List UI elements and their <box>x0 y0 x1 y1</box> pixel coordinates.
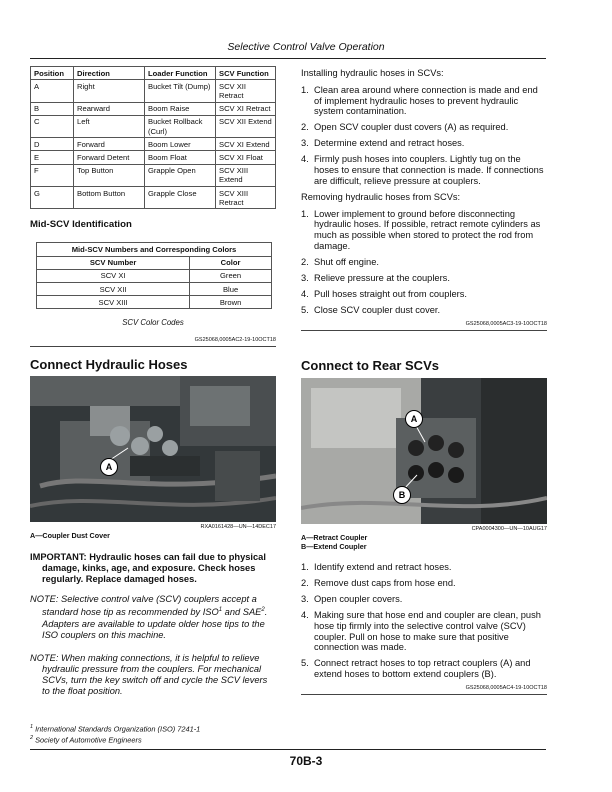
table-cell: SCV XII Extend <box>216 115 276 137</box>
step-number: 5. <box>301 304 309 315</box>
position-table-body <box>31 80 276 209</box>
list-item <box>301 257 547 268</box>
table-row <box>31 164 276 186</box>
right-column <box>301 66 547 695</box>
table-row <box>31 115 276 137</box>
callout-a: A <box>405 410 423 428</box>
note-text: and SAE <box>222 607 262 618</box>
removing-intro: Removing hydraulic hoses from SCVs: <box>301 191 461 202</box>
note-relieve-pressure: NOTE: When making connections, it is helpful to relieve hydraulic pressure from the couplers. For mechanical SCVs, turn the key switch off and cycle the SCV levers to the float position. <box>30 652 268 696</box>
page-number: 70B-3 <box>289 754 323 768</box>
photo-legend-a: A—Retract Coupler <box>301 533 368 542</box>
important-notice: IMPORTANT: Hydraulic hoses can fail due to physical damage, kinks, age, and exposure. Check hoses regularly. Replace damaged hoses. <box>30 552 266 584</box>
list-item <box>301 578 547 589</box>
section-code: GS25068,0005AC2-19-10OCT18 <box>194 337 276 344</box>
step-text: Pull hoses straight out from couplers. <box>314 288 467 299</box>
step-text: Open SCV coupler dust covers (A) as required. <box>314 122 509 133</box>
note-text: NOTE: Selective control valve (SCV) couplers accept a standard hose tip as recommended by ISO <box>30 594 257 618</box>
note-iso-couplers <box>30 594 276 640</box>
footnote-mark: 2 <box>30 735 34 742</box>
step-number: 1. <box>301 208 309 219</box>
footnote-ref: 1 <box>218 607 223 614</box>
table-row <box>37 283 272 296</box>
list-item <box>301 610 547 652</box>
list-item <box>301 122 547 133</box>
col-header: SCV Function <box>216 67 276 80</box>
step-number: 4. <box>301 154 309 165</box>
table-cell: Brown <box>190 296 272 309</box>
left-column <box>30 66 276 709</box>
step-text: Close SCV coupler dust cover. <box>314 304 441 315</box>
table-cell: SCV XI Retract <box>216 102 276 115</box>
scv-table-body <box>37 269 272 309</box>
step-text: Open coupler covers. <box>314 594 403 605</box>
step-number: 5. <box>301 658 309 669</box>
table-cell: Bottom Button <box>74 187 145 209</box>
col-header: Direction <box>74 67 145 80</box>
list-item <box>301 138 547 149</box>
step-number: 2. <box>301 578 309 589</box>
photo-legend-b: B—Extend Coupler <box>301 541 367 551</box>
step-number: 3. <box>301 272 309 283</box>
footnote-mark: 1 <box>30 724 34 730</box>
step-number: 1. <box>301 562 309 573</box>
table-row <box>31 80 276 102</box>
rear-scv-photo <box>301 378 547 524</box>
table-cell: SCV XIII Extend <box>216 164 276 186</box>
table-cell: Blue <box>190 283 272 296</box>
table-row <box>31 151 276 164</box>
table-cell: Grapple Open <box>145 164 216 186</box>
table-cell: D <box>31 138 74 151</box>
table-cell: C <box>31 115 74 137</box>
scv-color-table <box>36 242 272 309</box>
section-rule <box>30 346 276 347</box>
table-cell: B <box>31 102 74 115</box>
step-text: Remove dust caps from hose end. <box>314 578 456 589</box>
table-cell: Top Button <box>74 164 145 186</box>
table-cell: Bucket Rollback (Curl) <box>145 115 216 137</box>
table-cell: Left <box>74 115 145 137</box>
table-cell: Forward Detent <box>74 151 145 164</box>
table-cell: Rearward <box>74 102 145 115</box>
table-row <box>31 138 276 151</box>
callout-b: B <box>393 486 411 504</box>
table-cell: Grapple Close <box>145 187 216 209</box>
col-header: Loader Function <box>145 67 216 80</box>
col-header: Position <box>31 67 74 80</box>
step-number: 2. <box>301 256 309 267</box>
table-cell: A <box>31 80 74 102</box>
hydraulic-valve-illustration <box>30 376 276 522</box>
footnote <box>30 734 270 745</box>
list-item <box>301 305 547 316</box>
list-item <box>301 85 547 117</box>
header-rule <box>30 58 546 59</box>
footnote-text: International Standards Organization (ISO) 7241-1 <box>33 724 201 734</box>
table-cell: SCV XII <box>37 283 190 296</box>
note-text: . Adapters are available to update older hose tips to the ISO couplers on this machine. <box>42 607 268 640</box>
table-cell: SCV XI <box>37 269 190 282</box>
list-item <box>301 658 547 679</box>
table-cell: F <box>31 164 74 186</box>
table-cell: G <box>31 187 74 209</box>
position-table-header <box>31 67 276 80</box>
table-row <box>37 269 272 282</box>
rear-coupler-illustration <box>301 378 547 524</box>
photo-legend: A—Coupler Dust Cover <box>30 531 110 541</box>
step-text: Determine extend and retract hoses. <box>314 138 465 149</box>
table-cell: SCV XI Float <box>216 151 276 164</box>
list-item <box>301 273 547 284</box>
removing-steps <box>301 209 547 316</box>
step-number: 3. <box>301 594 309 605</box>
footer-rule <box>30 749 546 750</box>
footnote-ref: 2 <box>261 607 265 614</box>
table-row <box>37 296 272 309</box>
step-text: Making sure that hose end and coupler are clean, push hose tip firmly into the selective control valve (SCV) coupler. Pull on hose to make sure that positive connection was made. <box>314 610 541 653</box>
photo-code: CPA0004300—UN—10AUG17 <box>471 526 547 532</box>
callout-a: A <box>100 458 118 476</box>
list-item <box>301 562 547 573</box>
step-number: 2. <box>301 122 309 133</box>
table-cell: Bucket Tilt (Dump) <box>145 80 216 102</box>
scv-table-title: Mid-SCV Numbers and Corresponding Colors <box>37 243 272 256</box>
table-row <box>31 187 276 209</box>
footnote <box>30 723 270 734</box>
step-text: Clean area around where connection is made and end of implement hydraulic hoses to prevent hydraulic system contamination. <box>314 85 538 117</box>
scv-color-caption: SCV Color Codes <box>122 318 184 328</box>
table-cell: Boom Lower <box>145 138 216 151</box>
step-number: 4. <box>301 610 309 621</box>
section-rule <box>301 330 547 331</box>
rear-scv-steps <box>301 562 547 679</box>
table-cell: Right <box>74 80 145 102</box>
section-code: GS25068,0005AC4-19-10OCT18 <box>465 685 547 692</box>
photo-code: RXA0161428—UN—14DEC17 <box>200 524 276 531</box>
section-rule <box>301 694 547 695</box>
table-cell: E <box>31 151 74 164</box>
step-text: Relieve pressure at the couplers. <box>314 272 450 283</box>
step-text: Shut off engine. <box>314 256 379 267</box>
table-cell: SCV XII Retract <box>216 80 276 102</box>
mid-scv-heading: Mid-SCV Identification <box>30 219 132 231</box>
list-item <box>301 209 547 251</box>
step-text: Lower implement to ground before disconnecting hydraulic hoses. If possible, retract remote cylinders as much as possible when stored to protect the rod from damage. <box>314 208 541 251</box>
list-item <box>301 154 547 186</box>
table-row <box>31 102 276 115</box>
section-code: GS25068,0005AC3-19-10OCT18 <box>465 321 547 327</box>
table-cell: SCV XIII Retract <box>216 187 276 209</box>
step-number: 3. <box>301 138 309 149</box>
table-cell: Boom Float <box>145 151 216 164</box>
list-item <box>301 289 547 300</box>
step-number: 4. <box>301 288 309 299</box>
coupler-photo <box>30 376 276 522</box>
footnotes <box>30 723 270 745</box>
connect-hoses-heading: Connect Hydraulic Hoses <box>30 357 188 373</box>
installing-steps <box>301 85 547 186</box>
position-table <box>30 66 276 209</box>
table-cell: SCV XI Extend <box>216 138 276 151</box>
step-text: Identify extend and retract hoses. <box>314 562 452 573</box>
step-text: Firmly push hoses into couplers. Lightly tug on the hoses to ensure that connection is made. If connections are difficult, relieve pressure at couplers. <box>314 154 544 186</box>
table-cell: Boom Raise <box>145 102 216 115</box>
footnote-text: Society of Automotive Engineers <box>33 735 142 745</box>
running-header: Selective Control Valve Operation <box>227 41 385 53</box>
step-text: Connect retract hoses to top retract couplers (A) and extend hoses to bottom extend couplers (B). <box>314 658 531 679</box>
table-cell: Forward <box>74 138 145 151</box>
list-item <box>301 594 547 605</box>
table-cell: Green <box>190 269 272 282</box>
col-header: SCV Number <box>37 256 190 269</box>
step-number: 1. <box>301 85 309 95</box>
col-header: Color <box>190 256 272 269</box>
rear-scvs-heading: Connect to Rear SCVs <box>301 358 439 373</box>
table-cell: SCV XIII <box>37 296 190 309</box>
installing-intro: Installing hydraulic hoses in SCVs: <box>301 68 444 78</box>
